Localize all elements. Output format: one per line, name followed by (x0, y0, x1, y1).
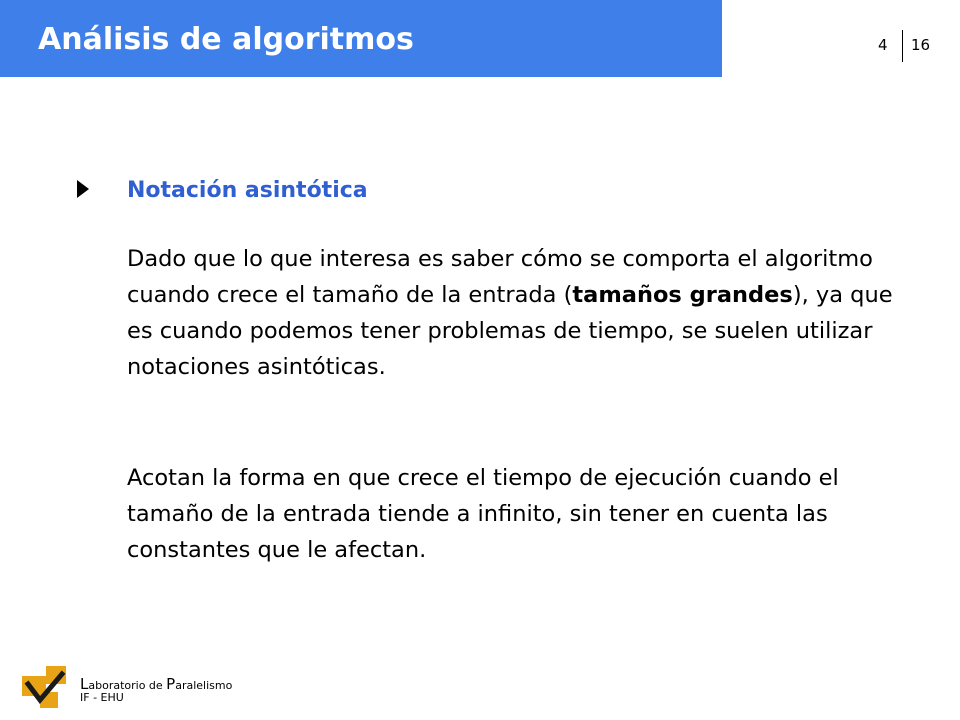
slide-title: Análisis de algoritmos (38, 22, 414, 57)
paragraph-1-bold-phrase: tamaños grandes (572, 282, 793, 308)
paragraph-1-text-end: ), ya que es cuando podemos tener problemas de tiempo, se suelen utilizar notaciones asintóticas. (127, 282, 893, 380)
slide-number-current: 4 (878, 36, 888, 54)
slide-number-divider (902, 30, 903, 62)
section-heading: Notación asintótica (127, 178, 368, 203)
paragraph-1 (127, 241, 907, 385)
footer-organization: IF - EHU (80, 691, 124, 704)
triangle-bullet-icon (77, 180, 89, 198)
footer-lab-name: Laboratorio de Paralelismo (80, 675, 233, 693)
paragraph-2: Acotan la forma en que crece el tiempo de ejecución cuando el tamaño de la entrada tiende a infinito, sin tener en cuenta las constantes que le afectan. (127, 465, 839, 563)
paragraph-1-text-start: Dado que lo que interesa es saber cómo se comporta el algoritmo cuando crece el tamaño de la entrada ( (127, 246, 873, 308)
slide-number-total: 16 (911, 36, 931, 54)
lab-logo-icon (22, 666, 68, 708)
